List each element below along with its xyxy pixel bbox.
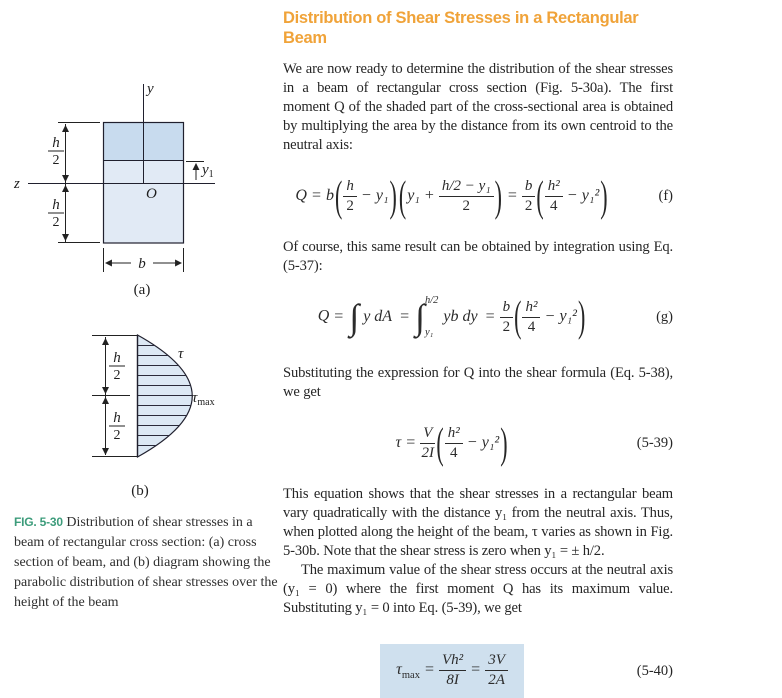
- equation-g-body: Q = ∫ y dA = ∫ h/2 y₁ yb dy = $\frac{b}{2}$ ( $\frac{\text{h²}}{4}$ − y₁²): [317, 291, 586, 341]
- svg-text:2: 2: [113, 368, 121, 383]
- paragraph-integration: Of course, this same result can be obtained by integration using Eq. (5-37):: [283, 239, 673, 274]
- z-axis-label: z: [14, 176, 20, 192]
- figure-a-cross-section: [0, 78, 240, 303]
- paragraph-maximum: The maximum value of the shear stress occurs at the neutral axis (y₁ = 0) where the first moment Q has its maximum value. Substituting y₁ = 0 into Eq. (5-39), we get: [283, 562, 673, 616]
- width-label: b: [138, 256, 146, 272]
- svg-text:h: h: [113, 410, 121, 426]
- equation-5-40-body: [283, 644, 621, 698]
- equation-f-number: (f): [658, 188, 673, 204]
- highlight-box: $\tau_{max}$ = $\frac{\text{Vh²}}{8I}$ = $\frac{3V}{2A}$: [380, 644, 524, 698]
- figure-a-tag: (a): [133, 282, 151, 298]
- shear-distribution-shape: [138, 335, 199, 457]
- y-axis-label: y: [147, 81, 154, 97]
- paragraph-substitution: Substituting the expression for Q into the shear formula (Eq. 5-38), we get: [283, 365, 673, 400]
- figure-b-parabolic-distribution: [80, 330, 260, 502]
- svg-text:h: h: [52, 197, 60, 213]
- svg-text:2: 2: [113, 428, 121, 443]
- paragraph-intro: We are now ready to determine the distribution of the shear stresses in a beam of rectangular cross section (Fig. 5-30a). The first moment Q of the shaded part of the cross-sectional area is obtained by multiplying the area by the distance from its own centroid to the neutral axis:: [283, 61, 673, 153]
- paragraph-discussion: This equation shows that the shear stresses in a rectangular beam vary quadratically with the distance y₁ from the neutral axis. Thus, when plotted along the height of the beam, τ varies as shown in Fig. 5-30b. Note that the shear stress is zero when y₁ = ± h/2.: [283, 486, 673, 559]
- h-over-2-top: [48, 135, 64, 168]
- svg-text:2: 2: [52, 215, 60, 230]
- equation-f: [283, 171, 673, 220]
- h-over-2-bottom-b: [109, 410, 125, 443]
- svg-text:h: h: [113, 350, 121, 366]
- height-dimension: [58, 123, 100, 243]
- equation-g: [283, 291, 673, 341]
- h-over-2-top-b: [109, 350, 125, 383]
- svg-text:2: 2: [52, 153, 60, 168]
- equation-5-39-body: τ = $\frac{V}{2I}$ ( $\frac{\text{h²}}{4}$ − y₁²): [395, 418, 508, 467]
- equation-5-39: [283, 418, 673, 467]
- main-text-column: [283, 8, 673, 698]
- equation-5-40: [283, 644, 673, 698]
- equation-g-number: (g): [656, 308, 673, 325]
- figure-caption: [14, 512, 280, 613]
- h-over-2-bottom: [48, 197, 64, 230]
- figure-caption-tag: FIG. 5-30: [14, 515, 63, 529]
- section-heading: Distribution of Shear Stresses in a Rectangular Beam: [283, 9, 639, 47]
- figure-caption-text: Distribution of shear stresses in a beam of rectangular cross section: (a) cross section of beam, and (b) diagram showing the parabolic distribution of shear stresses over the height of the beam: [14, 515, 278, 610]
- equation-f-body: Q = b( $\frac{h}{2}$ − y₁)(y₁ + $\frac{\text{h/2 − y₁}}{2}$ ) = $\frac{b}{2}$ ( $\frac{\text{h²}}{4}$ − y₁²): [295, 171, 608, 220]
- equation-5-39-number: (5-39): [636, 435, 673, 451]
- origin-label: O: [146, 186, 157, 202]
- tau-max-label: $\tau_{max}$: [192, 390, 215, 408]
- svg-text:h: h: [52, 135, 60, 151]
- figure-b-tag: (b): [131, 483, 149, 499]
- tau-label: τ: [178, 346, 184, 362]
- y1-label: $y_1$: [202, 162, 214, 180]
- equation-5-40-number: (5-40): [636, 662, 673, 679]
